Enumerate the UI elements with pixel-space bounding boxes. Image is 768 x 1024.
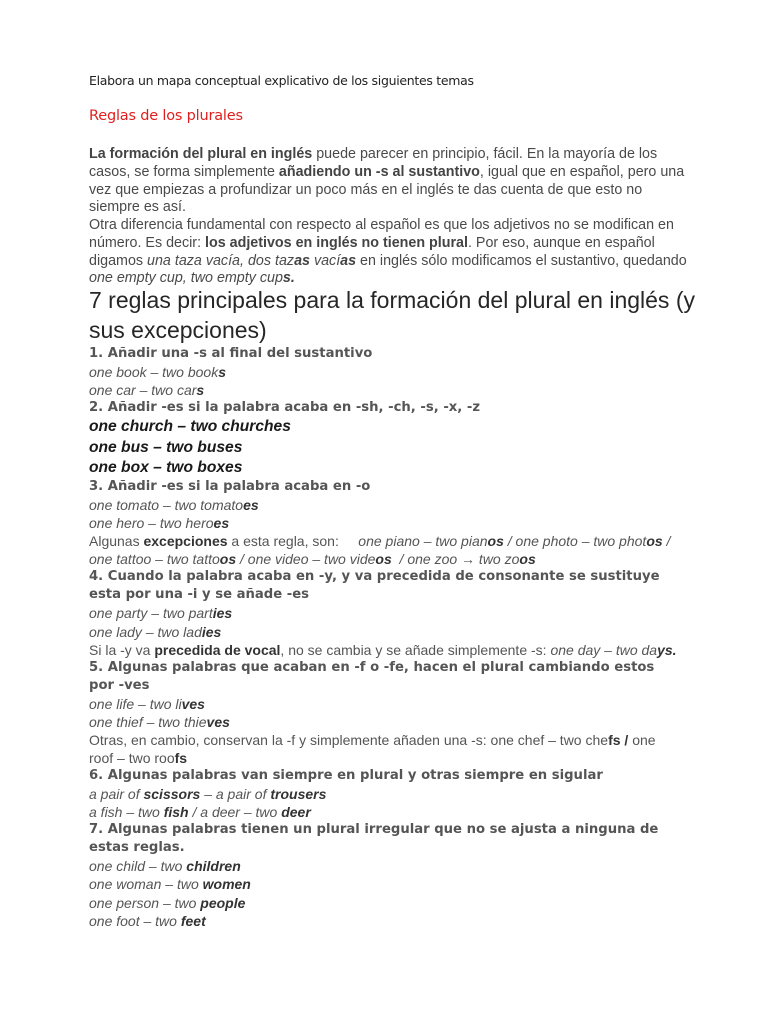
rule-6-example-1: a pair of scissors – a pair of trousers <box>89 786 327 803</box>
intro-paragraph-1 <box>89 146 689 217</box>
rule-5-note: Otras, en cambio, conservan la -f y simplemente añaden una -s: one chef – two chefs / one roof – two roofs <box>89 731 656 767</box>
rule-5-example-1: one life – two lives <box>89 695 205 712</box>
rule-4-title: 4. Cuando la palabra acaba en -y, y va precedida de consonante se sustituye esta por una -i y se añade -es <box>89 569 660 603</box>
rule-1-title: 1. Añadir una -s al final del sustantivo <box>89 346 373 361</box>
rule-2-example-3: one box – two boxes <box>89 458 243 476</box>
bold-phrase: La formación del plural en inglés <box>89 146 313 162</box>
rule-7-example-3: one person – two people <box>89 894 246 911</box>
rule-2-title: 2. Añadir -es si la palabra acaba en -sh, -ch, -s, -x, -z <box>89 400 481 416</box>
instruction-line: Elabora un mapa conceptual explicativo de los siguientes temas <box>89 73 474 88</box>
intro-paragraph-2 <box>89 217 689 288</box>
bold-phrase: los adjetivos en inglés no tienen plural <box>205 234 468 251</box>
rule-1-example-2: one car – two cars <box>89 382 205 399</box>
text-run: Otra diferencia fundamental con respecto al español es que los adjetivos no se modifican en número. Es decir: <box>89 217 674 251</box>
rule-7-example-1: one child – two children <box>89 858 241 875</box>
rule-2-example-2: one bus – two buses <box>89 438 243 456</box>
rule-6-title: 6. Algunas palabras van siempre en plural y otras siempre en sigular <box>89 768 603 784</box>
text-run: en inglés sólo modificamos el sustantivo, quedando <box>356 252 687 269</box>
rule-7-example-2: one woman – two women <box>89 876 251 893</box>
rule-3-example-1: one tomato – two tomatoes <box>89 497 259 514</box>
italic-run: una taza vacía, dos taz <box>147 252 295 269</box>
section-title: Reglas de los plurales <box>89 108 243 124</box>
rule-7-title: 7. Algunas palabras tienen un plural irregular que no se ajusta a ninguna de estas reglas. <box>89 822 659 856</box>
bold-phrase: añadiendo un -s al sustantivo <box>278 163 480 180</box>
bold-italic-run: s. <box>282 270 295 287</box>
bold-italic-run: as <box>340 252 357 269</box>
rule-1-example-1: one book – two books <box>89 364 227 381</box>
rule-3-title: 3. Añadir -es si la palabra acaba en -o <box>89 478 371 494</box>
rule-2-example-1: one church – two churches <box>89 418 291 436</box>
bold-italic-run: as <box>294 252 310 269</box>
text-run: . Por eso, aunque en español digamos <box>89 234 655 269</box>
text-run: puede parecer en principio, fácil. En la mayoría de los casos, se forma simplemente <box>89 146 658 180</box>
text-run: , igual que en español, pero una vez que empiezas a profundizar un poco más en el inglés te das cuenta de que esto no siempre es así. <box>89 163 685 216</box>
rule-4-note: Si la -y va precedida de vocal, no se cambia y se añade simplemente -s: one day – two days. <box>89 641 677 658</box>
rule-4-example-2: one lady – two ladies <box>89 623 222 640</box>
rule-6-example-2: a fish – two fish / a deer – two deer <box>89 804 311 821</box>
rule-5-title: 5. Algunas palabras que acaban en -f o -fe, hacen el plural cambiando estos por -ves <box>89 659 655 693</box>
main-heading: 7 reglas principales para la formación del plural en inglés (y sus excepciones) <box>89 287 695 343</box>
italic-run: vací <box>309 252 341 269</box>
italic-run: one empty cup, two empty cup <box>89 270 283 287</box>
rule-3-example-2: one hero – two heroes <box>89 515 230 532</box>
rule-4-example-1: one party – two parties <box>89 605 233 622</box>
rule-5-example-2: one thief – two thieves <box>89 713 230 730</box>
rule-7-example-4: one foot – two feet <box>89 912 206 929</box>
rules-list <box>89 345 679 930</box>
rule-3-exceptions: Algunas excepciones a esta regla, son: one piano – two pianos / one photo – two photos / one tattoo – two tattoos / one video – two videos / one zoo → two zoos <box>89 533 671 568</box>
